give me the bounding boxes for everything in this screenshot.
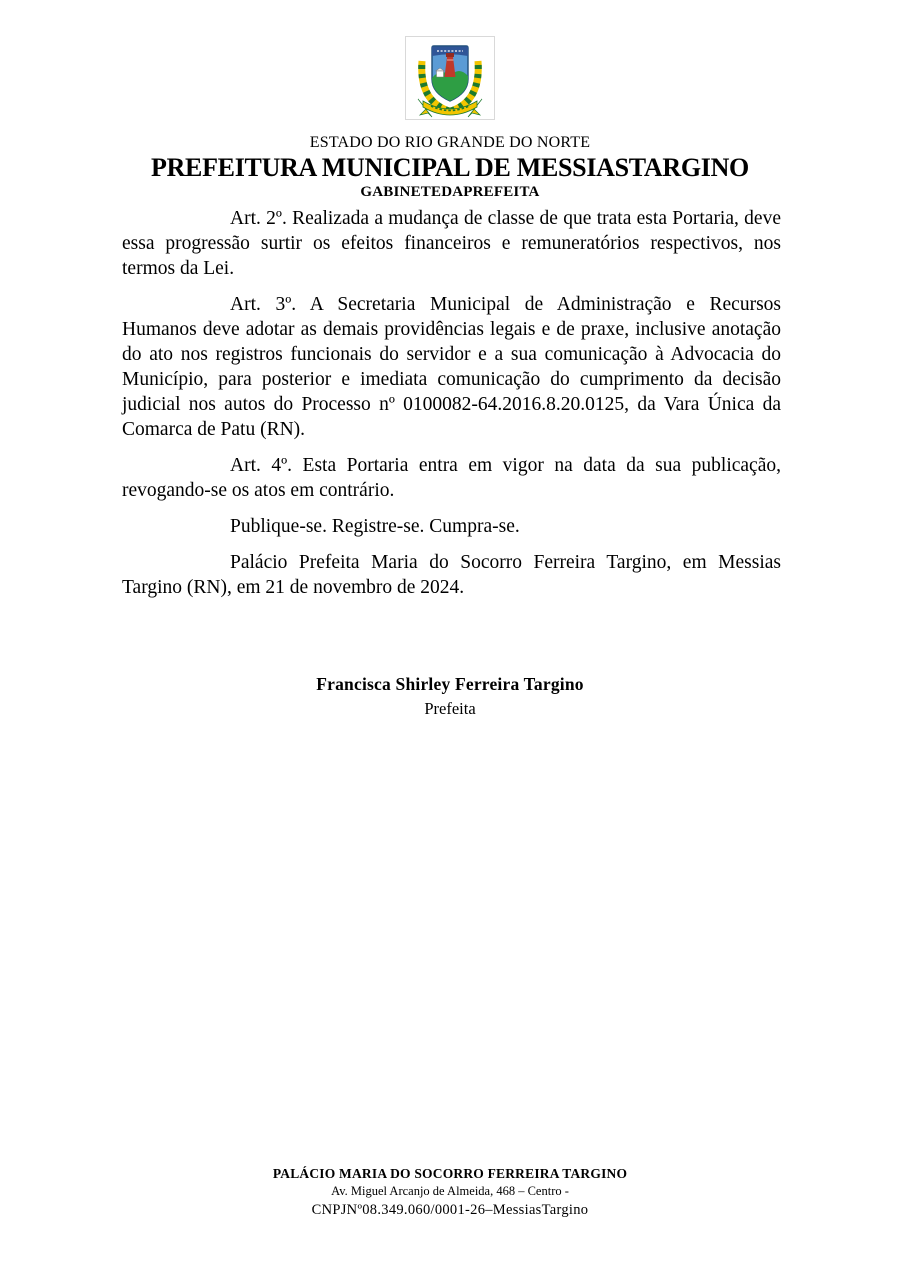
document-body bbox=[0, 206, 900, 600]
paragraph-art-2: Art. 2º. Realizada a mudança de classe de que trata esta Portaria, deve essa progressão surtir os efeitos financeiros e remuneratórios respectivos, nos termos da Lei. bbox=[122, 208, 781, 279]
paragraph-date-place: Palácio Prefeita Maria do Socorro Ferreira Targino, em Messias Targino (RN), em 21 de novembro de 2024. bbox=[122, 552, 781, 598]
coat-of-arms-svg bbox=[406, 37, 494, 119]
document-footer bbox=[0, 1166, 900, 1219]
signature-block bbox=[0, 674, 900, 719]
state-line: ESTADO DO RIO GRANDE DO NORTE bbox=[309, 134, 591, 151]
footer-address: Av. Miguel Arcanjo de Almeida, 468 – Centro - bbox=[331, 1183, 569, 1198]
paragraph-art-3: Art. 3º. A Secretaria Municipal de Administração e Recursos Humanos deve adotar as demais providências legais e de praxe, inclusive anotação do ato nos registros funcionais do servidor e a sua comunicação à Advocacia do Município, para posterior e imediata comunicação do cumprimento da decisão judicial nos autos do Processo nº 0100082-64.2016.8.20.0125, da Vara Única da Comarca de Patu (RN). bbox=[122, 294, 781, 440]
paragraph-art-4: Art. 4º. Esta Portaria entra em vigor na data da sua publicação, revogando-se os atos em contrário. bbox=[122, 455, 781, 501]
shield-icon bbox=[432, 46, 468, 101]
footer-palace-name: PALÁCIO MARIA DO SOCORRO FERREIRA TARGINO bbox=[272, 1166, 628, 1181]
municipal-coat-of-arms-icon bbox=[405, 36, 495, 120]
tower-icon bbox=[445, 53, 456, 77]
office-subtitle: GABINETEDAPREFEITA bbox=[360, 184, 540, 200]
municipality-title: PREFEITURA MUNICIPAL DE MESSIASTARGINO bbox=[150, 153, 749, 182]
paragraph-publique: Publique-se. Registre-se. Cumpra-se. bbox=[230, 516, 520, 537]
footer-cnpj: CNPJNº08.349.060/0001-26–MessiasTargino bbox=[311, 1201, 589, 1218]
signature-name: Francisca Shirley Ferreira Targino bbox=[316, 674, 584, 694]
signature-role: Prefeita bbox=[424, 699, 476, 718]
document-header bbox=[0, 0, 900, 201]
